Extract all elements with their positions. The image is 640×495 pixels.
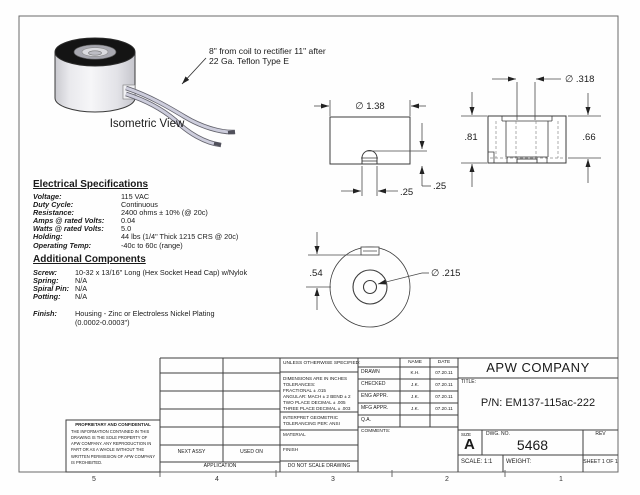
- unless-otherwise-specified: UNLESS OTHERWISE SPECIFIED:: [283, 361, 361, 366]
- dim-top-hole-diameter: ∅ .318: [565, 74, 595, 85]
- wire-note-line2: 22 Ga. Teflon Type E: [209, 56, 289, 66]
- approval-row-qa: Q.A.: [361, 417, 372, 423]
- dim-side-height: .81: [464, 132, 478, 143]
- dim-boss-width: .25: [400, 187, 414, 198]
- comments-label: COMMENTS:: [361, 429, 391, 434]
- front-view: [330, 117, 410, 164]
- scale-value: SCALE: 1:1: [461, 459, 493, 465]
- dim-front-diameter: ∅ 1.38: [355, 101, 385, 112]
- date-column-header: DATE: [437, 360, 451, 365]
- weight-label: WEIGHT:: [506, 459, 531, 465]
- dwg-no-value: 5468: [516, 437, 549, 453]
- dim-side-inner-depth: .66: [582, 132, 596, 143]
- rev-label: REV: [595, 431, 606, 437]
- approval-row-drawn: DRAWN: [361, 369, 380, 375]
- title-label: TITLE:: [461, 379, 477, 385]
- do-not-scale: DO NOT SCALE DRAWING: [287, 463, 351, 469]
- spec-row: Holding: 44 lbs (1/4" Thick 1215 CRS @ 20c): [33, 232, 239, 242]
- drawn-name: K.H.: [410, 370, 420, 375]
- finish-label: FINISH: [283, 447, 299, 452]
- spec-row: Resistance: 2400 ohms ± 10% (@ 20c): [33, 208, 208, 218]
- spec-row: Potting: N/A: [33, 292, 88, 302]
- spec-row: Screw: 10-32 x 13/16" Long (Hex Socket Head Cap) w/Nylok: [33, 268, 248, 277]
- isometric-view: [55, 38, 326, 145]
- components-heading: Additional Components: [33, 254, 146, 265]
- isometric-view-label: Isometric View: [109, 118, 185, 130]
- wire-note-line1: 8" from coil to rectifier 11" after: [209, 46, 326, 56]
- dim-boss-height: .25: [433, 181, 447, 192]
- bottom-view: [330, 247, 410, 327]
- drawn-date: 07.20.11: [435, 370, 453, 375]
- spec-row: Duty Cycle: Continuous: [33, 200, 158, 210]
- approval-row-checked: CHECKED: [361, 381, 386, 387]
- mfg-name: J.K.: [411, 406, 419, 411]
- used-on-label: USED ON: [240, 449, 263, 455]
- electrical-specifications: [33, 179, 323, 250]
- spec-row: Spring: N/A: [33, 276, 88, 286]
- spec-row: Operating Temp: -40c to 60c (range): [33, 240, 183, 250]
- finish-value-2: (0.0002-0.0003"): [75, 317, 130, 327]
- spec-row: Amps @ rated Volts: 0.04: [33, 216, 136, 226]
- spec-row: Spiral Pin: N/A: [33, 284, 88, 294]
- finish-value: Housing - Zinc or Electroless Nickel Plating: [75, 309, 215, 319]
- sheet-label: SHEET 1 OF 1: [583, 459, 618, 465]
- checked-name: J.K.: [411, 382, 419, 387]
- zone-number-5: 5: [92, 476, 96, 483]
- zone-number-3: 3: [331, 476, 335, 483]
- size-label: SIZE: [461, 432, 472, 437]
- wire-note-leader: [182, 58, 206, 84]
- spec-row: Watts @ rated Volts: 5.0: [33, 224, 132, 234]
- lead-wires: [126, 88, 235, 145]
- next-assy-label: NEXT ASSY: [177, 449, 206, 455]
- eng-name: J.K.: [411, 394, 419, 399]
- checked-date: 07.20.11: [435, 382, 453, 387]
- zone-number-4: 4: [215, 476, 219, 483]
- zone-number-2: 2: [445, 476, 449, 483]
- mfg-date: 07.20.11: [435, 406, 453, 411]
- eng-date: 07.20.11: [435, 394, 453, 399]
- finish-row: Finish: Housing - Zinc or Electroless Nickel Plating (0.0002-0.0003"): [33, 309, 215, 327]
- approval-row-eng: ENG APPR.: [361, 393, 388, 399]
- interpret-geometric: INTERPRET GEOMETRIC TOLERANCING PER: ANSI: [283, 415, 340, 426]
- center-hole: [89, 51, 102, 55]
- material-label: MATERIAL: [283, 432, 306, 437]
- additional-components: [33, 254, 323, 328]
- proprietary-note: PROPRIETARY AND CONFIDENTIAL THE INFORMATION CONTAINED IN THIS DRAWING IS THE SOLE PROPERTY OF APW COMPANY. ANY REPRODUCTION IN PART OR AS A WHOLE WITHOUT THE WRITTEN PERMISSION OF APW COMPANY IS PROHIBITED.: [71, 422, 156, 465]
- company-name: APW COMPANY: [486, 360, 590, 375]
- electrical-heading: Electrical Specifications: [33, 179, 149, 190]
- name-column-header: NAME: [408, 360, 422, 365]
- zone-number-1: 1: [559, 476, 563, 483]
- size-value: A: [464, 436, 475, 453]
- dim-slot-offset: .54: [309, 268, 323, 279]
- spec-row: Voltage: 115 VAC: [33, 192, 150, 201]
- side-view: [488, 116, 566, 163]
- dwg-no-label: DWG. NO.: [486, 431, 510, 437]
- approval-row-mfg: MFG APPR.: [361, 405, 389, 411]
- application-label: APPLICATION: [203, 463, 237, 469]
- bottom-view-dimensions: [306, 232, 429, 310]
- dim-bottom-hole-diameter: ∅ .215: [431, 268, 461, 279]
- tolerance-notes: DIMENSIONS ARE IN INCHES TOLERANCES: FRACTIONAL ± .015 ANGULAR: MACH ± 2 BEND ± 2 TWO PLACE DECIMAL ± .005 THREE PLACE DECIMAL ± .003: [283, 376, 351, 411]
- part-number: P/N: EM137-115ac-222: [480, 397, 596, 409]
